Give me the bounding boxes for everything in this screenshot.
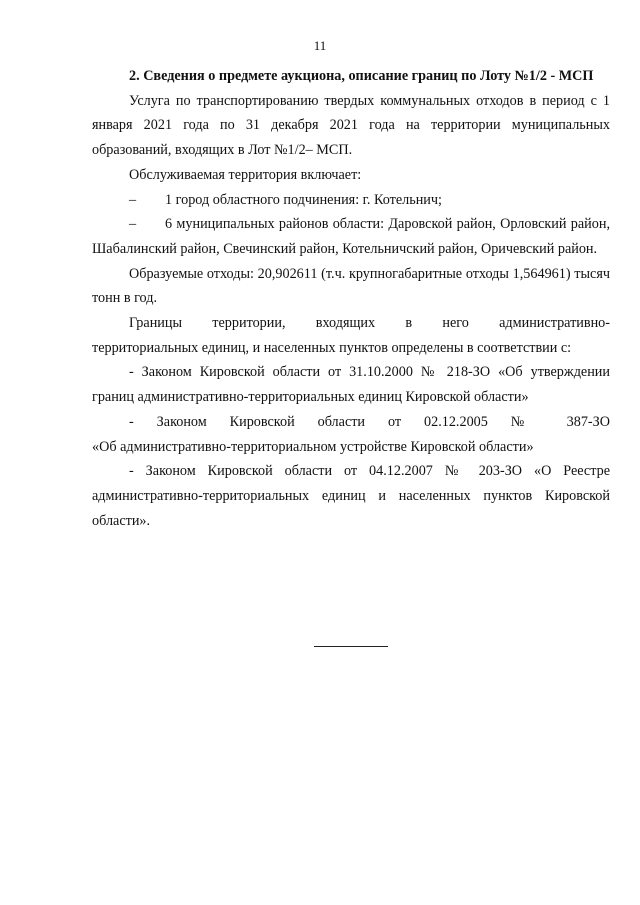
document-body bbox=[92, 64, 610, 533]
territory-item-text: 1 город областного подчинения: г. Котельнич; bbox=[165, 191, 442, 208]
service-description-paragraph: Услуга по транспортированию твердых коммунальных отходов в период с 1 января 2021 года по 31 декабря 2021 года на территории муниципальных образований, входящих в Лот №1/2– МСП. bbox=[92, 92, 610, 159]
law-reference-2000: - Законом Кировской области от 31.10.2000 № 218-ЗО «Об утверждении границ административно-территориальных единиц Кировской области» bbox=[92, 364, 610, 406]
waste-volume-paragraph: Образуемые отходы: 20,902611 (т.ч. крупногабаритные отходы 1,564961) тысяч тонн в год. bbox=[92, 265, 610, 307]
borders-paragraph-rest: территориальных единиц, и населенных пунктов определены в соответствии с: bbox=[92, 339, 572, 356]
territory-list-item bbox=[92, 212, 610, 261]
end-separator-line bbox=[314, 646, 388, 647]
law-reference-2005-first-line: - Законом Кировской области от 02.12.2005 № 387-ЗО bbox=[129, 413, 610, 430]
list-dash: – bbox=[129, 216, 137, 233]
page-number: 11 bbox=[313, 38, 327, 53]
territory-list-item bbox=[92, 188, 610, 213]
law-reference-2007: - Законом Кировской области от 04.12.2007 № 203-ЗО «О Реестре административно-территориальных единиц и населенных пунктов Кировской области». bbox=[92, 463, 610, 529]
law-reference-2005-rest: «Об административно-территориальном устройстве Кировской области» bbox=[92, 438, 534, 455]
borders-paragraph-first-line: Границы территории, входящих в него административно- bbox=[129, 315, 610, 332]
section-heading: 2. Сведения о предмете аукциона, описание границ по Лоту №1/2 - МСП bbox=[129, 68, 594, 84]
territory-intro-paragraph: Обслуживаемая территория включает: bbox=[129, 166, 362, 183]
territory-item-text: 6 муниципальных районов области: Даровской район, Орловский район, Шабалинский район, Свечинский район, Котельничский район, Оричевский район. bbox=[92, 216, 610, 257]
list-dash: – bbox=[129, 191, 137, 208]
